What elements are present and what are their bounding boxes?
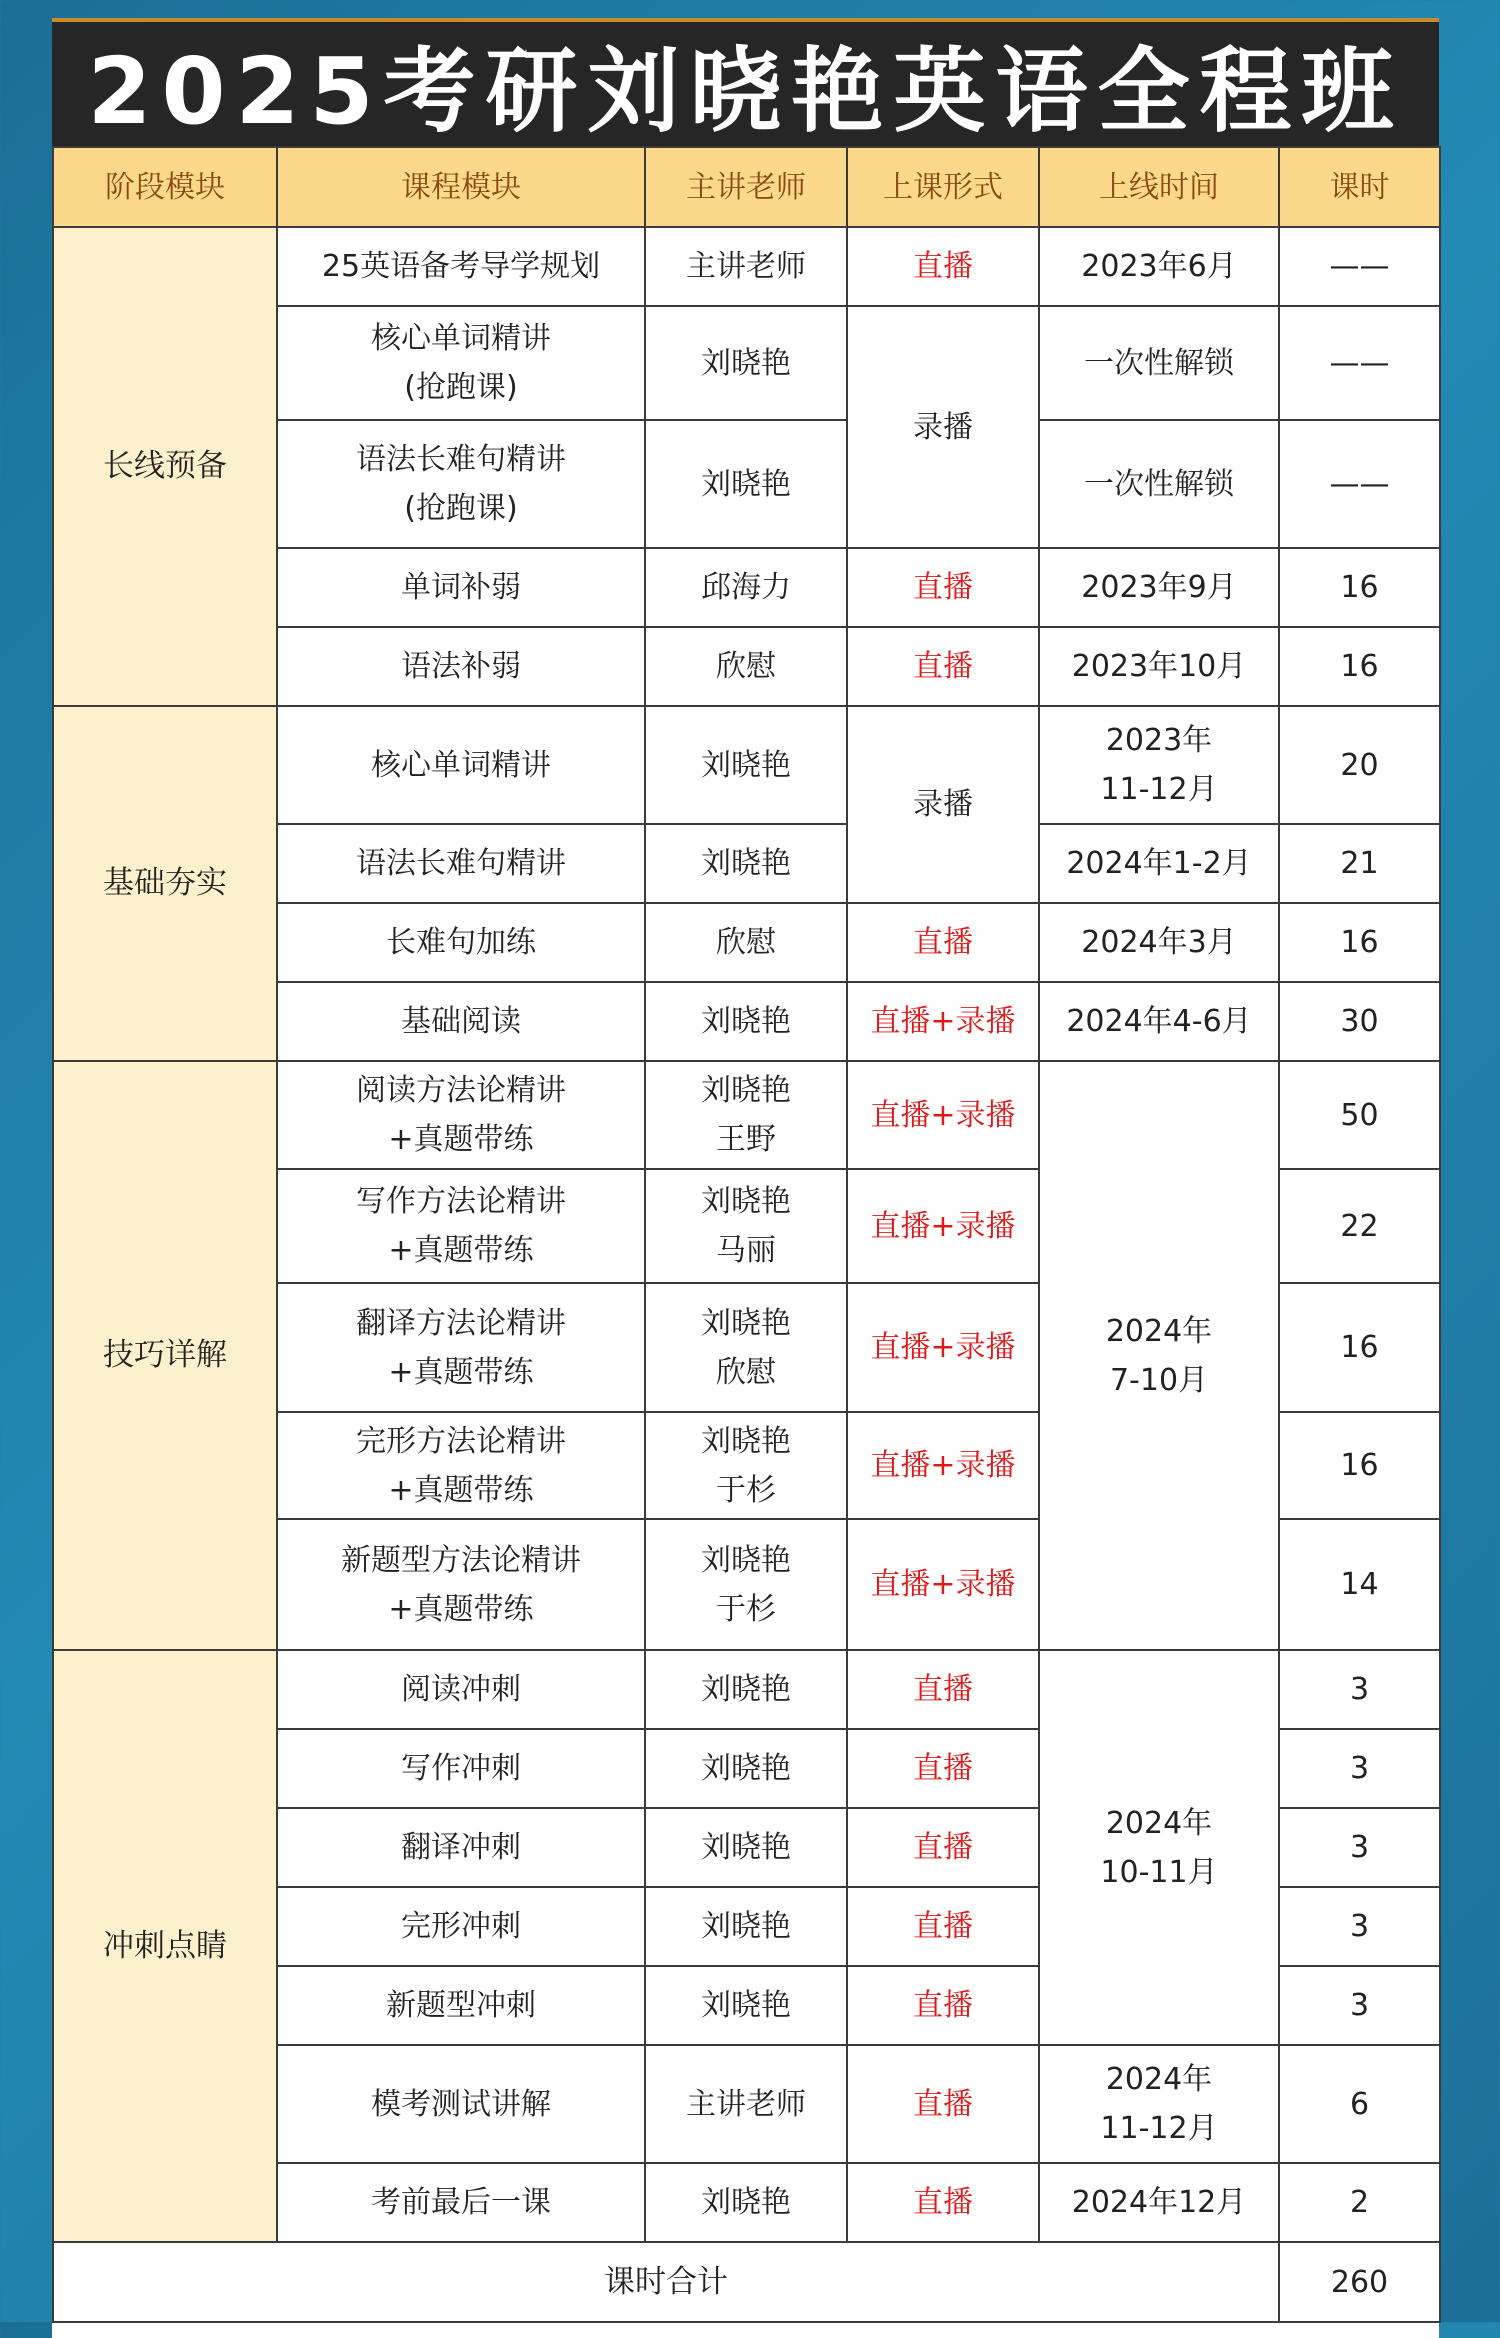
course-cell: 翻译方法论精讲 +真题带练 [277,1283,645,1412]
table-row [53,1650,1440,1729]
time-cell: 一次性解锁 [1039,420,1279,548]
teacher-cell: 刘晓艳 [645,706,847,824]
hours-cell: —— [1279,227,1440,306]
time-cell: 2023年10月 [1039,627,1279,706]
time-cell: 2024年12月 [1039,2163,1279,2242]
table-row [53,227,1440,306]
teacher-cell: 刘晓艳 [645,1650,847,1729]
course-cell: 写作方法论精讲 +真题带练 [277,1169,645,1283]
teacher-cell: 刘晓艳 [645,306,847,420]
hours-cell: 22 [1279,1169,1440,1283]
hours-cell: 16 [1279,1283,1440,1412]
teacher-cell: 刘晓艳 [645,1808,847,1887]
hours-cell: 3 [1279,1808,1440,1887]
total-hours: 260 [1279,2242,1440,2322]
header-time: 上线时间 [1039,147,1279,227]
format-cell: 直播 [847,2163,1039,2242]
teacher-cell: 刘晓艳 于杉 [645,1412,847,1519]
format-cell: 直播 [847,1729,1039,1808]
hours-cell: 20 [1279,706,1440,824]
course-cell: 25英语备考导学规划 [277,227,645,306]
teacher-cell: 欣慰 [645,903,847,982]
hours-cell: 3 [1279,1650,1440,1729]
teacher-cell: 刘晓艳 [645,2163,847,2242]
course-card [52,18,1439,2338]
teacher-cell: 主讲老师 [645,2045,847,2163]
format-cell: 直播 [847,903,1039,982]
hours-cell: 3 [1279,1729,1440,1808]
course-cell: 基础阅读 [277,982,645,1061]
format-cell: 直播 [847,2045,1039,2163]
hours-cell: 30 [1279,982,1440,1061]
format-cell: 直播+录播 [847,1061,1039,1169]
teacher-cell: 刘晓艳 [645,420,847,548]
teacher-cell: 刘晓艳 马丽 [645,1169,847,1283]
time-cell: 2023年9月 [1039,548,1279,627]
header-format: 上课形式 [847,147,1039,227]
hours-cell: 16 [1279,903,1440,982]
teacher-cell: 刘晓艳 [645,1887,847,1966]
header-course: 课程模块 [277,147,645,227]
course-cell: 长难句加练 [277,903,645,982]
table-row [53,706,1440,824]
time-cell: 2024年 10-11月 [1039,1650,1279,2045]
table-header-row [53,147,1440,227]
teacher-cell: 刘晓艳 欣慰 [645,1283,847,1412]
teacher-cell: 刘晓艳 [645,824,847,903]
time-cell: 2024年1-2月 [1039,824,1279,903]
stage-cell: 长线预备 [53,227,277,706]
header-stage: 阶段模块 [53,147,277,227]
hours-cell: 14 [1279,1519,1440,1650]
course-cell: 语法长难句精讲 [277,824,645,903]
stage-cell: 冲刺点睛 [53,1650,277,2242]
course-cell: 阅读方法论精讲 +真题带练 [277,1061,645,1169]
format-cell: 录播 [847,706,1039,903]
teacher-cell: 邱海力 [645,548,847,627]
course-schedule-table [52,146,1441,2323]
teacher-cell: 刘晓艳 于杉 [645,1519,847,1650]
hours-cell: 16 [1279,548,1440,627]
title-banner [52,18,1439,146]
stage-cell: 基础夯实 [53,706,277,1061]
format-cell: 直播+录播 [847,982,1039,1061]
format-cell: 直播+录播 [847,1519,1039,1650]
time-cell: 2024年 7-10月 [1039,1061,1279,1650]
hours-cell: 3 [1279,1887,1440,1966]
header-hours: 课时 [1279,147,1440,227]
teacher-cell: 主讲老师 [645,227,847,306]
stage-cell: 技巧详解 [53,1061,277,1650]
course-cell: 新题型冲刺 [277,1966,645,2045]
hours-cell: 16 [1279,627,1440,706]
header-teacher: 主讲老师 [645,147,847,227]
course-cell: 考前最后一课 [277,2163,645,2242]
teacher-cell: 刘晓艳 [645,982,847,1061]
teacher-cell: 刘晓艳 [645,1729,847,1808]
format-cell: 录播 [847,306,1039,548]
format-cell: 直播 [847,1808,1039,1887]
hours-cell: 3 [1279,1966,1440,2045]
time-cell: 2023年6月 [1039,227,1279,306]
hours-cell: —— [1279,420,1440,548]
course-cell: 完形冲刺 [277,1887,645,1966]
hours-cell: —— [1279,306,1440,420]
course-cell: 完形方法论精讲 +真题带练 [277,1412,645,1519]
course-cell: 写作冲刺 [277,1729,645,1808]
course-cell: 核心单词精讲 [277,706,645,824]
table-row [53,1061,1440,1169]
teacher-cell: 欣慰 [645,627,847,706]
format-cell: 直播 [847,548,1039,627]
hours-cell: 2 [1279,2163,1440,2242]
format-cell: 直播+录播 [847,1412,1039,1519]
format-cell: 直播 [847,1650,1039,1729]
course-cell: 语法长难句精讲 (抢跑课) [277,420,645,548]
course-cell: 单词补弱 [277,548,645,627]
format-cell: 直播 [847,1966,1039,2045]
page-title: 2025考研刘晓艳英语全程班 [87,38,1404,145]
total-row [53,2242,1440,2322]
course-cell: 模考测试讲解 [277,2045,645,2163]
course-cell: 阅读冲刺 [277,1650,645,1729]
course-cell: 翻译冲刺 [277,1808,645,1887]
teacher-cell: 刘晓艳 王野 [645,1061,847,1169]
course-cell: 语法补弱 [277,627,645,706]
format-cell: 直播 [847,627,1039,706]
format-cell: 直播 [847,227,1039,306]
course-cell: 核心单词精讲 (抢跑课) [277,306,645,420]
hours-cell: 21 [1279,824,1440,903]
time-cell: 一次性解锁 [1039,306,1279,420]
teacher-cell: 刘晓艳 [645,1966,847,2045]
time-cell: 2024年4-6月 [1039,982,1279,1061]
time-cell: 2024年 11-12月 [1039,2045,1279,2163]
format-cell: 直播+录播 [847,1283,1039,1412]
total-label: 课时合计 [53,2242,1279,2322]
hours-cell: 6 [1279,2045,1440,2163]
time-cell: 2024年3月 [1039,903,1279,982]
format-cell: 直播 [847,1887,1039,1966]
course-cell: 新题型方法论精讲 +真题带练 [277,1519,645,1650]
hours-cell: 50 [1279,1061,1440,1169]
hours-cell: 16 [1279,1412,1440,1519]
time-cell: 2023年 11-12月 [1039,706,1279,824]
format-cell: 直播+录播 [847,1169,1039,1283]
